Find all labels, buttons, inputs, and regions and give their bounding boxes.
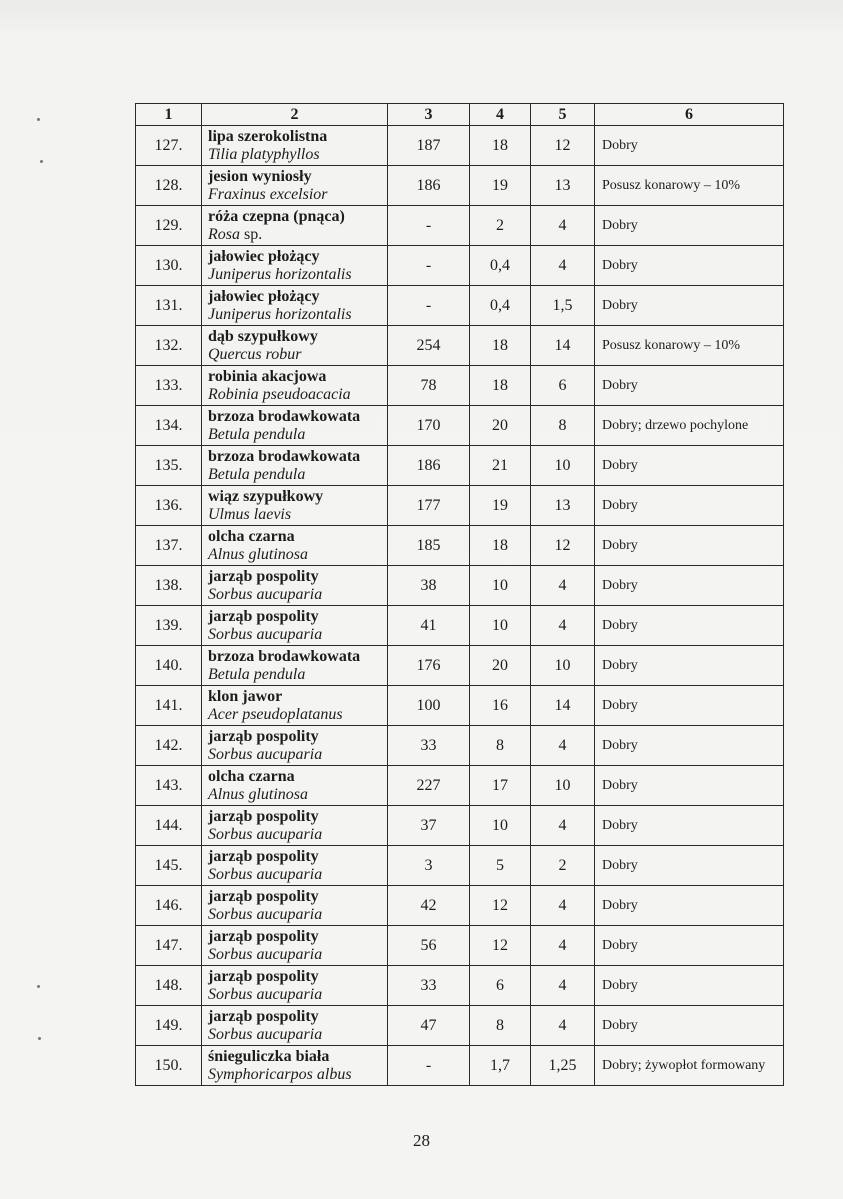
table-row — [136, 526, 784, 566]
column-4-value: 20 — [470, 406, 531, 446]
table-row — [136, 286, 784, 326]
table-body — [136, 126, 784, 1086]
polish-name: jarząb pospolity — [208, 607, 319, 625]
latin-name: Betula pendula — [208, 465, 306, 483]
column-4-value: 19 — [470, 486, 531, 526]
species-cell — [202, 606, 388, 646]
column-4-value: 0,4 — [470, 246, 531, 286]
condition-cell: Dobry — [595, 606, 784, 646]
latin-name: Tilia platyphyllos — [208, 145, 320, 163]
column-3-value: 186 — [388, 166, 470, 206]
latin-name: Juniperus horizontalis — [208, 305, 352, 323]
row-number: 135. — [136, 446, 202, 486]
column-4-value: 12 — [470, 926, 531, 966]
scan-speck — [37, 118, 40, 121]
condition-cell: Dobry — [595, 486, 784, 526]
condition-cell: Dobry — [595, 526, 784, 566]
species-cell — [202, 206, 388, 246]
row-number: 148. — [136, 966, 202, 1006]
species-cell — [202, 166, 388, 206]
latin-name: Juniperus horizontalis — [208, 265, 352, 283]
row-number: 128. — [136, 166, 202, 206]
latin-name-line — [208, 946, 387, 964]
condition-cell: Dobry — [595, 366, 784, 406]
condition-cell: Dobry — [595, 766, 784, 806]
column-5-value: 8 — [531, 406, 595, 446]
latin-name: Sorbus aucuparia — [208, 585, 323, 603]
column-5-value: 10 — [531, 446, 595, 486]
condition-cell: Posusz konarowy – 10% — [595, 166, 784, 206]
row-number: 147. — [136, 926, 202, 966]
table-row — [136, 806, 784, 846]
polish-name: olcha czarna — [208, 767, 295, 785]
polish-name: jałowiec płożący — [208, 287, 320, 305]
polish-name: śnieguliczka biała — [208, 1047, 330, 1065]
polish-name: wiąz szypułkowy — [208, 487, 324, 505]
polish-name: olcha czarna — [208, 527, 295, 545]
polish-name: róża czepna (pnąca) — [208, 207, 345, 225]
column-4-value: 18 — [470, 126, 531, 166]
column-3-value: 254 — [388, 326, 470, 366]
column-5-value: 14 — [531, 686, 595, 726]
row-number: 144. — [136, 806, 202, 846]
table-row — [136, 246, 784, 286]
species-cell — [202, 526, 388, 566]
latin-name-line — [208, 1026, 387, 1044]
column-3-value: - — [388, 286, 470, 326]
condition-cell: Dobry — [595, 846, 784, 886]
species-cell — [202, 446, 388, 486]
row-number: 129. — [136, 206, 202, 246]
species-cell — [202, 1006, 388, 1046]
row-number: 139. — [136, 606, 202, 646]
condition-cell: Dobry; żywopłot formowany — [595, 1046, 784, 1086]
condition-cell: Dobry — [595, 646, 784, 686]
column-3-value: 38 — [388, 566, 470, 606]
table-header-row — [136, 104, 784, 126]
tree-inventory-table — [135, 103, 784, 1086]
condition-cell: Posusz konarowy – 10% — [595, 326, 784, 366]
column-4-value: 8 — [470, 726, 531, 766]
species-cell — [202, 806, 388, 846]
column-header: 1 — [136, 104, 202, 126]
page-number: 28 — [413, 1131, 430, 1150]
condition-cell: Dobry — [595, 126, 784, 166]
species-cell — [202, 406, 388, 446]
row-number: 138. — [136, 566, 202, 606]
scan-speck — [37, 985, 40, 988]
latin-name-line — [208, 386, 387, 404]
condition-cell: Dobry — [595, 206, 784, 246]
column-5-value: 10 — [531, 766, 595, 806]
latin-name-line — [208, 586, 387, 604]
column-5-value: 4 — [531, 926, 595, 966]
latin-name-line — [208, 506, 387, 524]
column-3-value: 56 — [388, 926, 470, 966]
latin-name-line — [208, 1066, 387, 1084]
latin-name-line — [208, 266, 387, 284]
latin-name-line — [208, 546, 387, 564]
latin-name: Rosa — [208, 225, 240, 243]
table-row — [136, 966, 784, 1006]
table-row — [136, 886, 784, 926]
condition-cell: Dobry — [595, 1006, 784, 1046]
latin-suffix: sp. — [240, 225, 263, 243]
column-4-value: 18 — [470, 366, 531, 406]
latin-name-line — [208, 626, 387, 644]
table-row — [136, 726, 784, 766]
column-5-value: 4 — [531, 886, 595, 926]
row-number: 131. — [136, 286, 202, 326]
column-5-value: 4 — [531, 1006, 595, 1046]
species-cell — [202, 566, 388, 606]
latin-name: Robinia pseudoacacia — [208, 385, 351, 403]
row-number: 127. — [136, 126, 202, 166]
column-5-value: 6 — [531, 366, 595, 406]
table-row — [136, 1046, 784, 1086]
species-cell — [202, 286, 388, 326]
row-number: 133. — [136, 366, 202, 406]
column-4-value: 2 — [470, 206, 531, 246]
polish-name: jałowiec płożący — [208, 247, 320, 265]
column-5-value: 13 — [531, 486, 595, 526]
column-4-value: 18 — [470, 326, 531, 366]
latin-name: Betula pendula — [208, 425, 306, 443]
row-number: 136. — [136, 486, 202, 526]
column-header: 5 — [531, 104, 595, 126]
latin-name: Sorbus aucuparia — [208, 1025, 323, 1043]
polish-name: robinia akacjowa — [208, 367, 327, 385]
species-cell — [202, 486, 388, 526]
row-number: 146. — [136, 886, 202, 926]
column-header: 6 — [595, 104, 784, 126]
column-3-value: 33 — [388, 726, 470, 766]
polish-name: jarząb pospolity — [208, 1007, 319, 1025]
table-row — [136, 486, 784, 526]
table-row — [136, 206, 784, 246]
column-3-value: 37 — [388, 806, 470, 846]
species-cell — [202, 926, 388, 966]
row-number: 137. — [136, 526, 202, 566]
latin-name-line — [208, 346, 387, 364]
row-number: 132. — [136, 326, 202, 366]
row-number: 143. — [136, 766, 202, 806]
row-number: 145. — [136, 846, 202, 886]
row-number: 142. — [136, 726, 202, 766]
latin-name: Ulmus laevis — [208, 505, 292, 523]
latin-name: Sorbus aucuparia — [208, 985, 323, 1003]
latin-name: Fraxinus excelsior — [208, 185, 328, 203]
table-row — [136, 366, 784, 406]
row-number: 150. — [136, 1046, 202, 1086]
polish-name: klon jawor — [208, 687, 283, 705]
latin-name-line — [208, 906, 387, 924]
table-row — [136, 646, 784, 686]
column-4-value: 10 — [470, 806, 531, 846]
table-row — [136, 166, 784, 206]
polish-name: jarząb pospolity — [208, 887, 319, 905]
column-4-value: 12 — [470, 886, 531, 926]
latin-name: Sorbus aucuparia — [208, 905, 323, 923]
latin-name: Betula pendula — [208, 665, 306, 683]
latin-name: Alnus glutinosa — [208, 785, 309, 803]
column-5-value: 14 — [531, 326, 595, 366]
condition-cell: Dobry; drzewo pochylone — [595, 406, 784, 446]
latin-name-line — [208, 986, 387, 1004]
column-4-value: 18 — [470, 526, 531, 566]
column-4-value: 8 — [470, 1006, 531, 1046]
column-4-value: 1,7 — [470, 1046, 531, 1086]
condition-cell: Dobry — [595, 726, 784, 766]
species-cell — [202, 326, 388, 366]
latin-name: Alnus glutinosa — [208, 545, 309, 563]
latin-name-line — [208, 146, 387, 164]
column-5-value: 4 — [531, 806, 595, 846]
table-row — [136, 566, 784, 606]
table-row — [136, 1006, 784, 1046]
polish-name: jarząb pospolity — [208, 567, 319, 585]
column-3-value: - — [388, 206, 470, 246]
polish-name: jesion wyniosły — [208, 167, 312, 185]
latin-name: Acer pseudoplatanus — [208, 705, 343, 723]
polish-name: brzoza brodawkowata — [208, 447, 361, 465]
column-5-value: 12 — [531, 526, 595, 566]
table-row — [136, 446, 784, 486]
polish-name: jarząb pospolity — [208, 967, 319, 985]
row-number: 149. — [136, 1006, 202, 1046]
column-3-value: 186 — [388, 446, 470, 486]
polish-name: dąb szypułkowy — [208, 327, 318, 345]
species-cell — [202, 766, 388, 806]
column-5-value: 13 — [531, 166, 595, 206]
latin-name-line — [208, 186, 387, 204]
row-number: 140. — [136, 646, 202, 686]
latin-name-line — [208, 746, 387, 764]
condition-cell: Dobry — [595, 246, 784, 286]
column-5-value: 2 — [531, 846, 595, 886]
column-4-value: 19 — [470, 166, 531, 206]
condition-cell: Dobry — [595, 446, 784, 486]
column-3-value: 227 — [388, 766, 470, 806]
column-5-value: 10 — [531, 646, 595, 686]
column-3-value: 3 — [388, 846, 470, 886]
row-number: 130. — [136, 246, 202, 286]
polish-name: brzoza brodawkowata — [208, 647, 361, 665]
column-5-value: 12 — [531, 126, 595, 166]
polish-name: jarząb pospolity — [208, 927, 319, 945]
column-3-value: 47 — [388, 1006, 470, 1046]
column-header: 3 — [388, 104, 470, 126]
latin-name-line — [208, 466, 387, 484]
table-row — [136, 326, 784, 366]
polish-name: jarząb pospolity — [208, 807, 319, 825]
condition-cell: Dobry — [595, 926, 784, 966]
species-cell — [202, 886, 388, 926]
table-row — [136, 766, 784, 806]
column-4-value: 20 — [470, 646, 531, 686]
latin-name: Sorbus aucuparia — [208, 945, 323, 963]
species-cell — [202, 366, 388, 406]
latin-name: Sorbus aucuparia — [208, 865, 323, 883]
table-row — [136, 846, 784, 886]
latin-name-line — [208, 786, 387, 804]
column-5-value: 4 — [531, 246, 595, 286]
species-cell — [202, 846, 388, 886]
column-4-value: 21 — [470, 446, 531, 486]
column-3-value: 170 — [388, 406, 470, 446]
column-3-value: 176 — [388, 646, 470, 686]
column-4-value: 0,4 — [470, 286, 531, 326]
column-5-value: 1,25 — [531, 1046, 595, 1086]
column-5-value: 4 — [531, 726, 595, 766]
latin-name-line — [208, 666, 387, 684]
latin-name: Sorbus aucuparia — [208, 745, 323, 763]
condition-cell: Dobry — [595, 886, 784, 926]
column-3-value: 41 — [388, 606, 470, 646]
column-4-value: 10 — [470, 566, 531, 606]
latin-name: Symphoricarpos albus — [208, 1065, 352, 1083]
table-row — [136, 926, 784, 966]
column-5-value: 4 — [531, 606, 595, 646]
condition-cell: Dobry — [595, 286, 784, 326]
column-3-value: 42 — [388, 886, 470, 926]
latin-name-line — [208, 426, 387, 444]
species-cell — [202, 246, 388, 286]
latin-name-line — [208, 866, 387, 884]
polish-name: lipa szerokolistna — [208, 127, 328, 145]
column-3-value: - — [388, 1046, 470, 1086]
column-3-value: - — [388, 246, 470, 286]
column-3-value: 177 — [388, 486, 470, 526]
column-4-value: 10 — [470, 606, 531, 646]
latin-name-line — [208, 306, 387, 324]
row-number: 141. — [136, 686, 202, 726]
condition-cell: Dobry — [595, 806, 784, 846]
polish-name: jarząb pospolity — [208, 847, 319, 865]
column-header: 4 — [470, 104, 531, 126]
column-3-value: 78 — [388, 366, 470, 406]
species-cell — [202, 126, 388, 166]
condition-cell: Dobry — [595, 966, 784, 1006]
column-5-value: 4 — [531, 966, 595, 1006]
column-5-value: 4 — [531, 206, 595, 246]
species-cell — [202, 966, 388, 1006]
column-3-value: 187 — [388, 126, 470, 166]
column-3-value: 33 — [388, 966, 470, 1006]
scan-speck — [40, 160, 43, 163]
latin-name: Sorbus aucuparia — [208, 825, 323, 843]
species-cell — [202, 1046, 388, 1086]
table-row — [136, 606, 784, 646]
column-5-value: 4 — [531, 566, 595, 606]
column-4-value: 5 — [470, 846, 531, 886]
latin-name: Quercus robur — [208, 345, 302, 363]
column-4-value: 16 — [470, 686, 531, 726]
table-row — [136, 126, 784, 166]
column-4-value: 17 — [470, 766, 531, 806]
column-header: 2 — [202, 104, 388, 126]
condition-cell: Dobry — [595, 566, 784, 606]
table-row — [136, 686, 784, 726]
latin-name-line — [208, 826, 387, 844]
species-cell — [202, 646, 388, 686]
table-row — [136, 406, 784, 446]
latin-name-line — [208, 706, 387, 724]
column-4-value: 6 — [470, 966, 531, 1006]
row-number: 134. — [136, 406, 202, 446]
condition-cell: Dobry — [595, 686, 784, 726]
species-cell — [202, 726, 388, 766]
column-3-value: 100 — [388, 686, 470, 726]
scan-speck — [38, 1037, 41, 1040]
latin-name: Sorbus aucuparia — [208, 625, 323, 643]
polish-name: jarząb pospolity — [208, 727, 319, 745]
column-3-value: 185 — [388, 526, 470, 566]
polish-name: brzoza brodawkowata — [208, 407, 361, 425]
latin-name-line — [208, 226, 387, 244]
column-5-value: 1,5 — [531, 286, 595, 326]
species-cell — [202, 686, 388, 726]
